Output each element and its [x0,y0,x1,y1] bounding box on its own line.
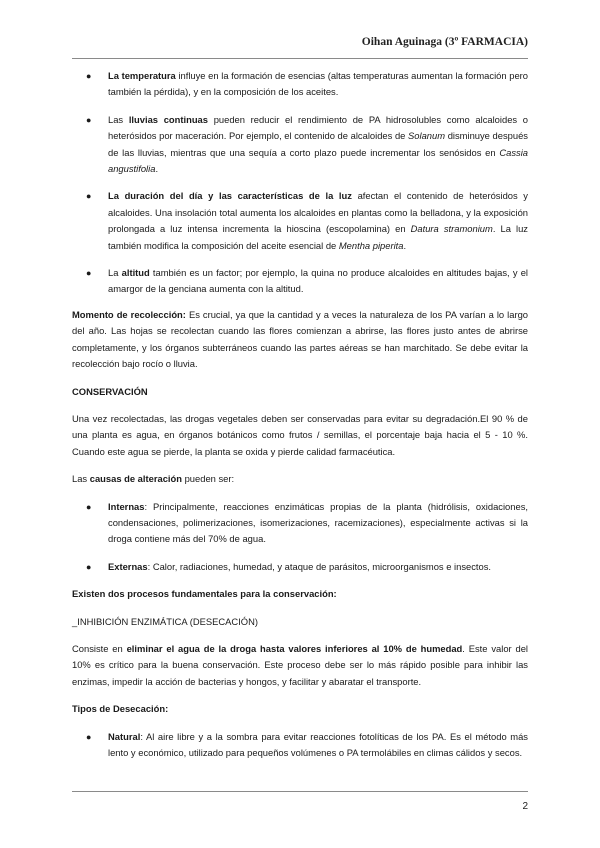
paragraph-text: . [155,163,159,175]
list-item [72,729,528,762]
list-item [72,188,528,254]
list-item [72,559,528,575]
paragraph-text: pueden reducir el rendimiento de PA hidrosolubles como alcaloides o heterósidos por maceración. Por ejemplo, el contenido de alcaloides de [108,113,529,142]
bullet-icon: ● [86,71,92,81]
paragraph-text: pueden ser: [181,473,235,485]
paragraph: Una vez recolectadas, las drogas vegetales deben ser conservadas para evitar su degradación.El 90 % de una planta es agua, en órganos botánicos como frutos / semillas, el porcentaje baja hacia el 5 - 10 %. Cuando este agua se pierde, la planta se oxida y pierde calidad farmacéutica. [72,412,528,457]
paragraph-text: . Este valor del 10% es crítico para la buena conservación. Este proceso debe ser lo más rápido posible para inhibir las enzimas, impedir la acción de bacterias y hongos, y facilitar y abaratar el transporte. [72,642,528,687]
page-body [72,68,528,761]
bullet-icon: ● [86,191,92,202]
bold-term: Natural [108,730,141,742]
paragraph-text: . La luz también modifica la composición del aceite esencial de [108,223,528,251]
bold-term: lluvias continuas [128,113,208,125]
subheading: Tipos de Desecación: [72,703,169,715]
bold-term: Momento de recolección: [72,308,186,320]
list-item [72,112,528,178]
paragraph [72,641,528,690]
paragraph-text: influye en la formación de esencias (altas temperaturas aumentan la formación pero también la pérdida), y en la composición de los aceites. [108,70,528,98]
bullet-icon: ● [86,268,92,279]
subheading: Existen dos procesos fundamentales para la conservación: [72,588,337,600]
bold-term: Externas [108,560,148,572]
bold-term: La temperatura [108,70,176,81]
paragraph-text: La [108,267,122,279]
paragraph-text: Es crucial, ya que la cantidad y a veces la naturaleza de los PA varían a lo largo del año. Las hojas se recolectan cuando las flores comienzan a abrirse, las flores justo antes de abrirse completamente, y los órganos subterráneos cuando las partes aéreas se han marchitado. Se debe evitar la recolección bajo rocío o lluvia. [72,308,529,370]
paragraph-text: disminuye después de las lluvias, mientras que una sequía a corto plazo puede incrementar los senósidos en [108,130,528,158]
bullet-icon: ● [86,501,92,512]
bullet-icon: ● [86,561,92,572]
list-item [72,499,528,548]
species-name: Mentha piperita [338,239,404,251]
section-heading: CONSERVACIÓN [72,385,148,397]
paragraph-text: : Al aire libre y a la sombra para evitar reacciones fotolíticas de los PA. Es el método más lento y económico, utilizado para pequeños volúmenes o PA termolábiles en climas cálidos y secos. [108,730,528,758]
paragraph-text: también es un factor; por ejemplo, la quina no produce alcaloides en altitudes bajas, y el amargor de la genciana aumenta con la altitud. [108,267,528,295]
paragraph-text: Consiste en [72,642,127,654]
bold-term: altitud [121,267,150,279]
footer-rule [72,791,528,792]
bold-term: eliminar el agua de la droga hasta valores inferiores al 10% de humedad [126,642,463,654]
paragraph [72,307,528,373]
species-name: Solanum [408,130,446,142]
list-item [72,265,528,298]
paragraph-text: Las [72,473,90,485]
bold-term: Internas [108,500,145,512]
bold-term: La duración del día y las características de la luz [108,190,352,202]
species-name: Cassia angustifolia [108,146,528,175]
paragraph-text: Las [108,113,129,125]
bullet-icon: ● [86,731,92,742]
subsection-heading: _INHIBICIÓN ENZIMÁTICA (DESECACIÓN) [72,615,258,627]
bold-term: causas de alteración [89,473,182,485]
bullet-icon: ● [86,114,92,125]
paragraph [72,471,528,487]
paragraph-text: . [403,239,407,251]
header-rule [72,58,528,59]
page-number: 2 [522,801,528,812]
paragraph-text: afectan el contenido de heterósidos y alcaloides. Una insolación total aumenta los alcaloides en plantas como la belladona, y la exposición prolongada a luz intensa incrementa la hioscina (escopolamina) en [108,190,528,235]
paragraph-text: : Calor, radiaciones, humedad, y ataque de parásitos, microorganismos e insectos. [147,560,492,572]
paragraph-text: : Principalmente, reacciones enzimáticas propias de la planta (hidrólisis, oxidaciones, condensaciones, polimerizaciones, isomerizaciones, racemizaciones), especialmente activas si la droga contiene más del 70% de agua. [108,500,528,545]
list-item [72,68,528,101]
species-name: Datura stramonium [410,223,493,235]
header-title: Oihan Aguinaga (3º FARMACIA) [361,36,528,48]
